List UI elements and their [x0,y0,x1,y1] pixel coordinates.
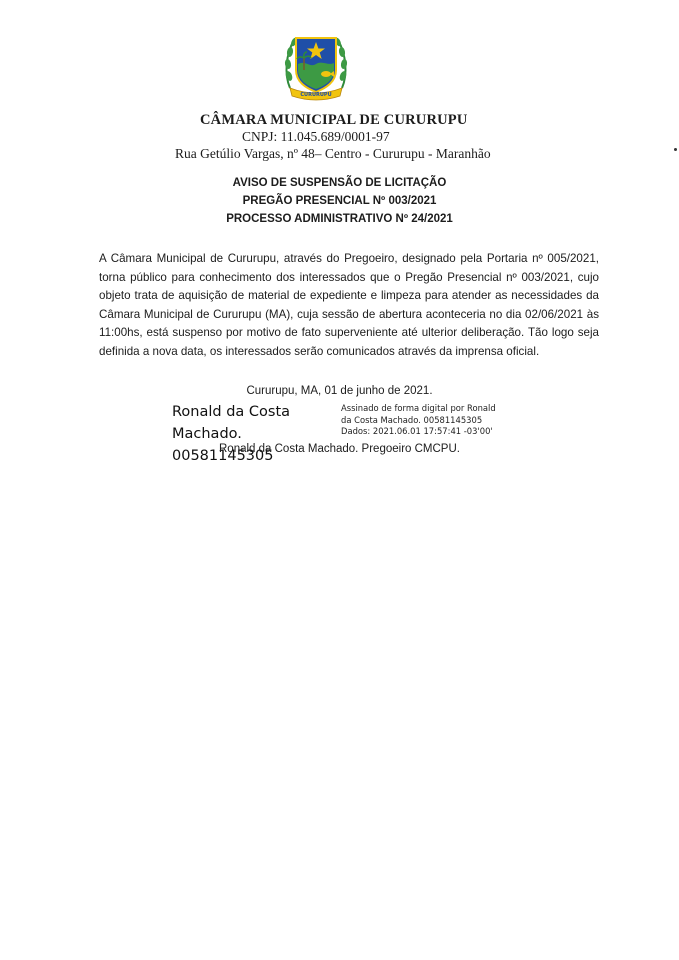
signature-name-line-1: Ronald da Costa [172,404,291,420]
notice-process-number: PROCESSO ADMINISTRATIVO Nº 24/2021 [226,213,453,225]
signature-meta-line-1: Assinado de forma digital por Ronald [341,403,496,413]
signer-line: Ronald da Costa Machado. Pregoeiro CMCPU. [219,443,460,455]
place-and-date: Cururupu, MA, 01 de junho de 2021. [246,385,433,397]
organization-address: Rua Getúlio Vargas, nº 48– Centro - Cururupu - Maranhão [175,146,491,161]
signature-meta-line-3: Dados: 2021.06.01 17:57:41 -03'00' [341,426,493,436]
organization-name: CÂMARA MUNICIPAL DE CURURUPU [200,112,468,128]
scan-speck [674,148,677,151]
notice-body-paragraph: A Câmara Municipal de Cururupu, através do Pregoeiro, designado pela Portaria nº 005/2021, torna público para conhecimento dos interessados que o Pregão Presencial nº 003/2021, cujo objeto trata de aquisição de material de expediente e limpeza para atender as necessidades da Câmara Municipal de Cururupu (MA), cuja sessão de abertura aconteceria no dia 02/06/2021 às 11:00hs, está suspenso por motivo de fato superveniente até ulterior deliberação. Tão logo seja definida a nova data, os interessados serão comunicados através da imprensa oficial. [99,252,599,358]
signature-meta-line-2: da Costa Machado. 00581145305 [341,414,483,425]
digital-signature-name [172,401,342,467]
crest-ribbon-text: CURURUPU [300,92,332,98]
notice-title: AVISO DE SUSPENSÃO DE LICITAÇÃO [232,177,447,189]
signature-name-line-2: Machado. 00581145305 [172,426,274,464]
digital-signature-details [341,403,521,438]
municipal-coat-of-arms-icon [280,30,352,102]
organization-cnpj: CNPJ: 11.045.689/0001-97 [242,129,390,144]
notice-bid-number: PREGÃO PRESENCIAL Nº 003/2021 [242,195,437,207]
